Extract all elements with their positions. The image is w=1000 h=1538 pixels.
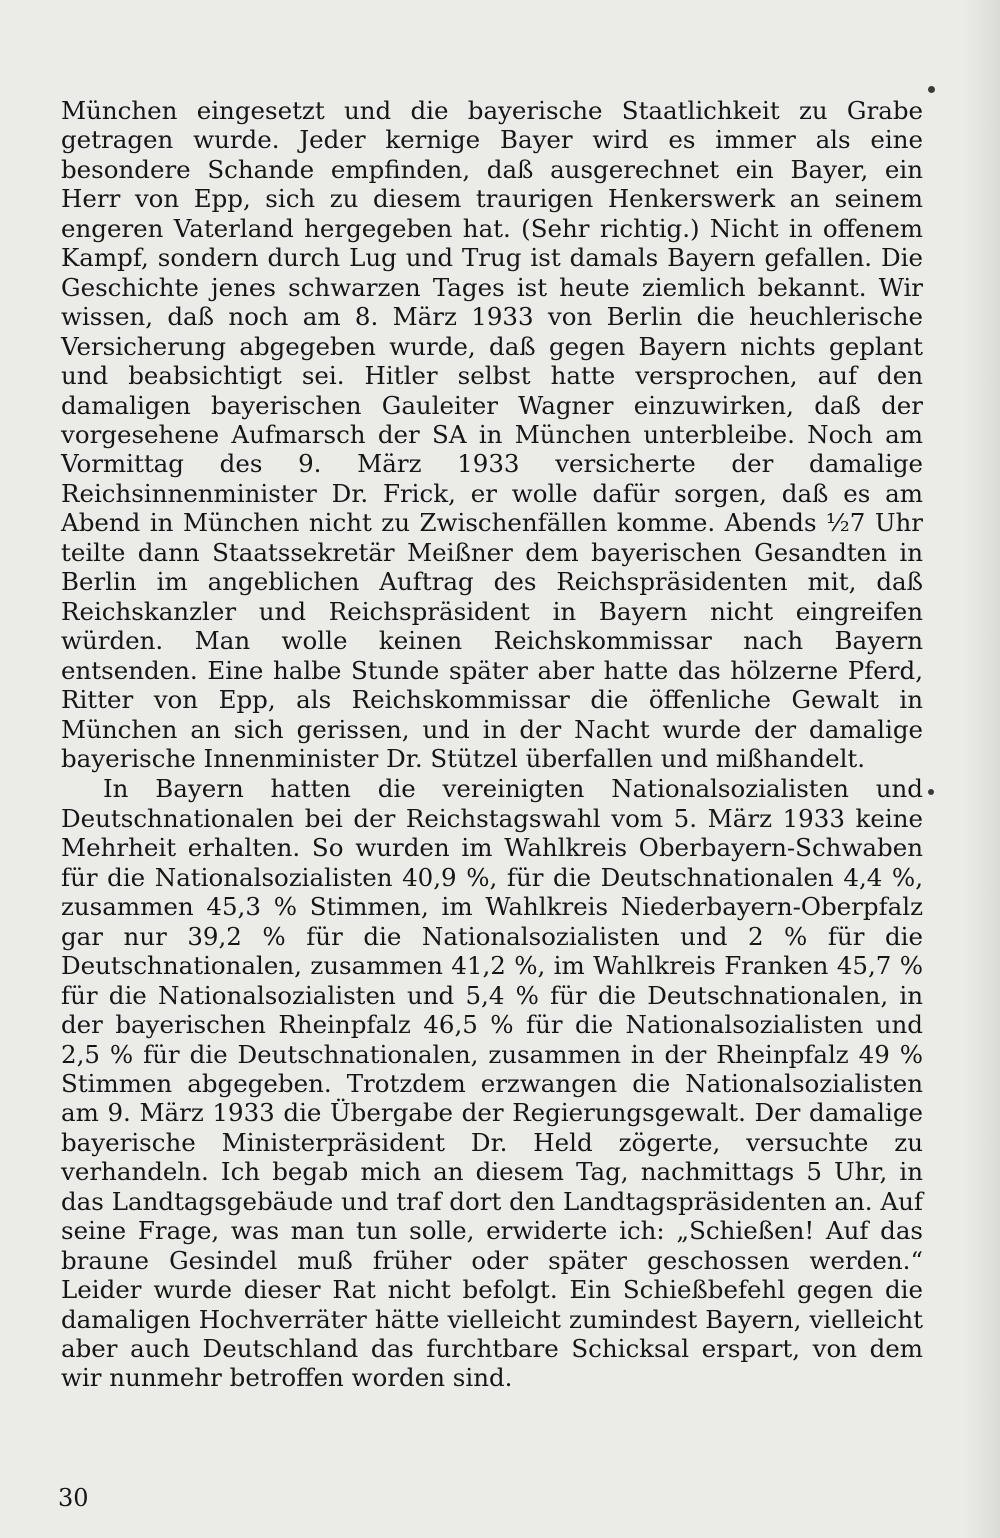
paragraph-2: In Bayern hatten die vereinigten Nationalsozialisten und Deutschnationalen bei der Reichstagswahl vom 5. März 1933 keine Mehrheit erhalten. So wurden im Wahlkreis Oberbayern-Schwaben für die Nationalsozialisten 40,9 %, für die Deutschnationalen 4,4 %, zusammen 45,3 % Stimmen, im Wahlkreis Niederbayern-Oberpfalz gar nur 39,2 % für die Nationalsozialisten und 2 % für die Deutschnationalen, zusammen 41,2 %, im Wahlkreis Franken 45,7 % für die Nationalsozialisten und 5,4 % für die Deutschnationalen, in der bayerischen Rheinpfalz 46,5 % für die Nationalsozialisten und 2,5 % für die Deutschnationalen, zusammen in der Rheinpfalz 49 % Stimmen abgegeben. Trotzdem erzwangen die Nationalsozialisten am 9. März 1933 die Übergabe der Regierungsgewalt. Der damalige bayerische Ministerpräsident Dr. Held zögerte, versuchte zu verhandeln. Ich begab mich an diesem Tag, nachmittags 5 Uhr, in das Landtagsgebäude und traf dort den Landtagspräsidenten an. Auf seine Frage, was man tun solle, erwiderte ich: „Schießen! Auf das braune Gesindel muß früher oder später geschossen werden.“ Leider wurde dieser Rat nicht befolgt. Ein Schießbefehl gegen die damaligen Hochverräter hätte vielleicht zumindest Bayern, vielleicht aber auch Deutschland das furchtbare Schicksal erspart, von dem wir nunmehr betroffen worden sind. [61, 774, 923, 1393]
body-text [61, 96, 923, 1393]
page-number: 30 [58, 1484, 89, 1512]
page-edge-shadow [964, 0, 1000, 1538]
ink-speck [928, 86, 935, 93]
ink-speck [928, 789, 934, 795]
paragraph-1: München eingesetzt und die bayerische Staatlichkeit zu Grabe getragen wurde. Jeder kernige Bayer wird es immer als eine besondere Schande empfinden, daß ausgerechnet ein Bayer, ein Herr von Epp, sich zu diesem traurigen Henkerswerk an seinem engeren Vaterland hergegeben hat. (Sehr richtig.) Nicht in offenem Kampf, sondern durch Lug und Trug ist damals Bayern gefallen. Die Geschichte jenes schwarzen Tages ist heute ziemlich bekannt. Wir wissen, daß noch am 8. März 1933 von Berlin die heuchlerische Versicherung abgegeben wurde, daß gegen Bayern nichts geplant und beabsichtigt sei. Hitler selbst hatte versprochen, auf den damaligen bayerischen Gauleiter Wagner einzuwirken, daß der vorgesehene Aufmarsch der SA in München unterbleibe. Noch am Vormittag des 9. März 1933 versicherte der damalige Reichsinnenminister Dr. Frick, er wolle dafür sorgen, daß es am Abend in München nicht zu Zwischenfällen komme. Abends ½7 Uhr teilte dann Staatssekretär Meißner dem bayerischen Gesandten in Berlin im angeblichen Auftrag des Reichspräsidenten mit, daß Reichskanzler und Reichspräsident in Bayern nicht eingreifen würden. Man wolle keinen Reichskommissar nach Bayern entsenden. Eine halbe Stunde später aber hatte das hölzerne Pferd, Ritter von Epp, als Reichskommissar die öffenliche Gewalt in München an sich gerissen, und in der Nacht wurde der damalige bayerische Innenminister Dr. Stützel überfallen und mißhandelt. [61, 96, 923, 773]
